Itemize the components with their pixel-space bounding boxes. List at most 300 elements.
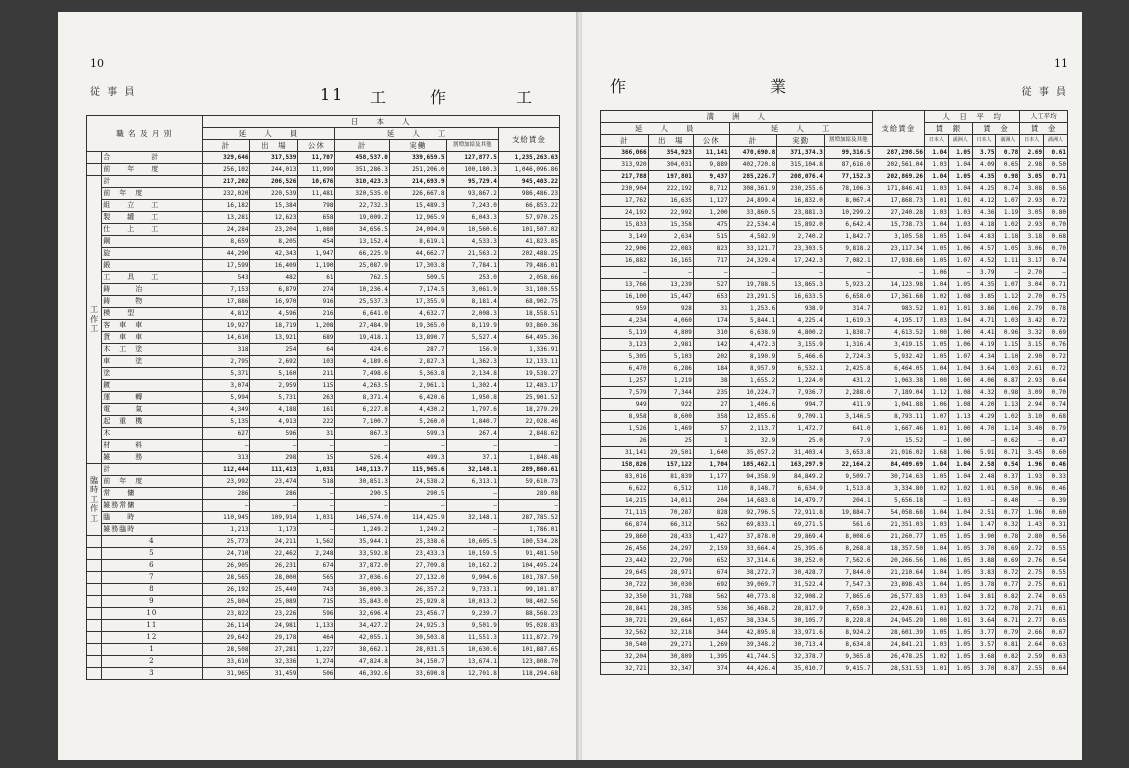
- table-cell: 10,236.4: [335, 284, 389, 296]
- table-cell: 1.08: [948, 399, 972, 411]
- table-cell: 66,312: [648, 519, 693, 531]
- table-cell: 21,210.64: [872, 567, 924, 579]
- table-cell: 1,063.38: [872, 375, 924, 387]
- table-cell: 9,889: [693, 159, 729, 171]
- table-cell: 1.05: [925, 243, 949, 255]
- table-cell: 31: [693, 303, 729, 315]
- table-cell: 366,066: [601, 147, 649, 159]
- table-cell: 13,281: [202, 212, 250, 224]
- table-cell: 4.20: [972, 399, 996, 411]
- table-cell: 1.02: [925, 483, 949, 495]
- table-cell: 8,600: [648, 411, 693, 423]
- table-cell: 8,619.1: [389, 236, 446, 248]
- row-label: 8: [102, 584, 202, 596]
- table-cell: 3.57: [972, 639, 996, 651]
- table-cell: 0.39: [1044, 495, 1068, 507]
- table-cell: 1.04: [948, 471, 972, 483]
- table-cell: 112,444: [202, 464, 250, 476]
- table-cell: 30,252.0: [777, 555, 825, 567]
- table-cell: 104,495.24: [498, 560, 559, 572]
- left-data-table: [86, 115, 560, 680]
- table-cell: 717: [693, 255, 729, 267]
- table-cell: 9,709.1: [777, 411, 825, 423]
- table-cell: 59,610.73: [498, 476, 559, 488]
- table-cell: 1.15: [996, 339, 1020, 351]
- table-cell: 4.06: [972, 375, 996, 387]
- table-cell: 0.79: [996, 627, 1020, 639]
- section-spacer: [87, 656, 102, 668]
- table-cell: 1.04: [925, 579, 949, 591]
- table-cell: 28,433: [648, 531, 693, 543]
- table-cell: 8,119.9: [446, 320, 498, 332]
- table-cell: 596: [298, 608, 335, 620]
- table-cell: 3.09: [1020, 387, 1044, 399]
- table-cell: 4.71: [972, 315, 996, 327]
- table-cell: 2,981: [648, 339, 693, 351]
- subgroup-header: 延 人 員: [202, 128, 335, 140]
- table-cell: 4,189.6: [335, 356, 389, 368]
- table-cell: 16,832.0: [777, 195, 825, 207]
- table-cell: 2.69: [1020, 147, 1044, 159]
- table-cell: 2.48: [972, 471, 996, 483]
- table-cell: 1,797.6: [446, 404, 498, 416]
- avg-sub-header: 賃 金: [972, 123, 1020, 135]
- table-cell: 0.56: [1044, 531, 1068, 543]
- table-cell: 7,189.04: [872, 387, 924, 399]
- table-cell: 31,522.4: [777, 579, 825, 591]
- table-cell: 0.78: [996, 603, 1020, 615]
- table-cell: 10,560.6: [446, 224, 498, 236]
- running-header: 従 事 員: [1021, 87, 1068, 98]
- avg-sub-header: 賃 金: [1020, 123, 1068, 135]
- table-cell: 123,808.70: [498, 656, 559, 668]
- table-cell: 93,860.36: [498, 320, 559, 332]
- table-cell: 4.34: [972, 351, 996, 363]
- table-cell: 2,288.0: [824, 387, 872, 399]
- table-cell: 652: [693, 555, 729, 567]
- table-cell: 5,466.6: [777, 351, 825, 363]
- table-cell: 2.61: [1020, 363, 1044, 375]
- table-cell: 287,785.52: [498, 512, 559, 524]
- table-row: [601, 543, 1068, 555]
- wage-header: 支給賃金: [872, 111, 924, 147]
- table-cell: 1,526: [601, 423, 649, 435]
- table-cell: 32,721: [601, 663, 649, 675]
- table-cell: 94,358.9: [729, 471, 777, 483]
- table-cell: 0.55: [1044, 567, 1068, 579]
- table-cell: 26,357.2: [389, 584, 446, 596]
- table-cell: 33,121.7: [729, 243, 777, 255]
- table-cell: 1,362.3: [446, 356, 498, 368]
- table-cell: 42,055.1: [335, 632, 389, 644]
- table-row: [87, 596, 560, 608]
- table-row: [87, 368, 560, 380]
- table-cell: 285,226.7: [729, 171, 777, 183]
- table-cell: 0.74: [1044, 399, 1068, 411]
- table-cell: 4,430.2: [389, 404, 446, 416]
- table-row: [601, 639, 1068, 651]
- table-cell: 2,634: [648, 231, 693, 243]
- table-cell: 1.04: [948, 507, 972, 519]
- table-cell: 267.4: [446, 428, 498, 440]
- table-row: [87, 584, 560, 596]
- table-cell: 4,582.9: [729, 231, 777, 243]
- table-cell: 6,420.6: [389, 392, 446, 404]
- table-row: [601, 495, 1068, 507]
- table-cell: 66,853.22: [498, 200, 559, 212]
- table-cell: 23,433.3: [389, 548, 446, 560]
- section-spacer: [87, 584, 102, 596]
- table-cell: 1,253.6: [729, 303, 777, 315]
- table-cell: 762.5: [335, 272, 389, 284]
- table-cell: 35,944.1: [335, 536, 389, 548]
- table-cell: 29,869.4: [777, 531, 825, 543]
- table-row: [601, 351, 1068, 363]
- table-cell: 289,860.61: [498, 464, 559, 476]
- table-cell: 25,929.8: [389, 596, 446, 608]
- table-row: [87, 668, 560, 680]
- table-cell: 99,316.5: [824, 147, 872, 159]
- table-cell: —: [335, 500, 389, 512]
- table-cell: 0.70: [1044, 243, 1068, 255]
- table-cell: 5.91: [972, 447, 996, 459]
- table-cell: 163,297.9: [777, 459, 825, 471]
- table-cell: 4,913: [250, 416, 298, 428]
- table-cell: 13,921: [250, 332, 298, 344]
- table-cell: 0.50: [996, 483, 1020, 495]
- table-cell: 25,773: [202, 536, 250, 548]
- row-label: 鋳 物: [102, 296, 202, 308]
- table-cell: 146,574.0: [335, 512, 389, 524]
- table-cell: 156.9: [446, 344, 498, 356]
- table-cell: 6,313.1: [446, 476, 498, 488]
- table-cell: 14,479.7: [777, 495, 825, 507]
- table-cell: 0.77: [996, 579, 1020, 591]
- table-cell: 313: [202, 452, 250, 464]
- table-cell: 9,415.7: [824, 663, 872, 675]
- table-cell: 3.40: [1020, 423, 1044, 435]
- table-cell: 9,904.6: [446, 572, 498, 584]
- table-cell: 0.40: [996, 495, 1020, 507]
- table-cell: 4,632.7: [389, 308, 446, 320]
- table-cell: 1.04: [948, 519, 972, 531]
- table-cell: 17,303.8: [389, 260, 446, 272]
- table-cell: 84,409.69: [872, 459, 924, 471]
- table-cell: 402,720.8: [729, 159, 777, 171]
- table-cell: 0.80: [1044, 207, 1068, 219]
- table-cell: 527: [693, 279, 729, 291]
- table-cell: 1.06: [948, 447, 972, 459]
- table-cell: 0.60: [1044, 507, 1068, 519]
- table-cell: 1,472.7: [777, 423, 825, 435]
- table-cell: 4,472.3: [729, 339, 777, 351]
- table-cell: 2.70: [1020, 267, 1044, 279]
- table-cell: 16,165: [648, 255, 693, 267]
- row-label: 4: [102, 536, 202, 548]
- table-cell: 29,178: [250, 632, 298, 644]
- table-cell: 142: [693, 339, 729, 351]
- table-cell: 27,709.8: [389, 560, 446, 572]
- table-cell: —: [298, 500, 335, 512]
- col-header: 実働: [389, 140, 446, 152]
- table-cell: 26,478.25: [872, 651, 924, 663]
- table-cell: 26,577.83: [872, 591, 924, 603]
- table-cell: 22,420.61: [872, 603, 924, 615]
- table-cell: 1.14: [996, 423, 1020, 435]
- table-cell: 6,227.8: [335, 404, 389, 416]
- col-header: 公休: [298, 140, 335, 152]
- table-cell: 23,442: [601, 555, 649, 567]
- table-cell: 1.03: [925, 519, 949, 531]
- table-cell: 9,437: [693, 171, 729, 183]
- table-cell: 1,057: [693, 615, 729, 627]
- table-row: [87, 380, 560, 392]
- table-cell: 344: [693, 627, 729, 639]
- table-row: [601, 255, 1068, 267]
- table-cell: 32,347: [648, 663, 693, 675]
- table-cell: 1.05: [948, 555, 972, 567]
- table-cell: 81,839: [648, 471, 693, 483]
- table-cell: 78,106.3: [824, 183, 872, 195]
- section-spacer: [87, 620, 102, 632]
- table-cell: 1.00: [925, 327, 949, 339]
- table-row: [601, 375, 1068, 387]
- table-cell: 22,790: [648, 555, 693, 567]
- table-cell: 28,971: [648, 567, 693, 579]
- col-header: 計: [729, 135, 777, 147]
- table-cell: —: [446, 488, 498, 500]
- table-cell: 317,539: [250, 152, 298, 164]
- table-cell: 15: [298, 452, 335, 464]
- table-cell: 1,302.4: [446, 380, 498, 392]
- table-cell: 15,892.0: [777, 219, 825, 231]
- table-cell: 315,104.8: [777, 159, 825, 171]
- table-cell: 22,992: [648, 207, 693, 219]
- table-cell: 10,630.6: [446, 644, 498, 656]
- table-row: [601, 531, 1068, 543]
- table-cell: 1.02: [948, 603, 972, 615]
- table-cell: 828: [693, 507, 729, 519]
- table-cell: 28,817.9: [777, 603, 825, 615]
- table-cell: 9,365.8: [824, 651, 872, 663]
- table-cell: 29,645: [601, 567, 649, 579]
- table-cell: 3,653.8: [824, 447, 872, 459]
- table-cell: 6,638.9: [729, 327, 777, 339]
- table-row: [87, 476, 560, 488]
- table-cell: 1,041.88: [872, 399, 924, 411]
- table-cell: 99,101.87: [498, 584, 559, 596]
- row-label: 運 轉: [102, 392, 202, 404]
- table-cell: 1,316.4: [824, 339, 872, 351]
- table-cell: 32.9: [729, 435, 777, 447]
- table-row: [601, 327, 1068, 339]
- table-cell: 10,159.5: [446, 548, 498, 560]
- table-cell: 38,662.1: [335, 644, 389, 656]
- table-row: [601, 663, 1068, 675]
- table-cell: 3.04: [1020, 279, 1044, 291]
- table-cell: 3.32: [1020, 327, 1044, 339]
- table-cell: 0.98: [996, 387, 1020, 399]
- table-cell: 8,924.2: [824, 627, 872, 639]
- table-cell: 44,290: [202, 248, 250, 260]
- table-cell: 23,992: [202, 476, 250, 488]
- table-cell: 1.04: [948, 315, 972, 327]
- table-cell: 32,908.2: [777, 591, 825, 603]
- row-label: 3: [102, 668, 202, 680]
- table-cell: 1.07: [996, 279, 1020, 291]
- table-row: [87, 200, 560, 212]
- table-cell: 18,357.50: [872, 543, 924, 555]
- table-row: [87, 524, 560, 536]
- left-page: [58, 12, 578, 760]
- table-cell: 29,501: [648, 447, 693, 459]
- row-label: 計: [102, 176, 202, 188]
- table-cell: 1,227: [298, 644, 335, 656]
- table-cell: 0.55: [1044, 543, 1068, 555]
- col-header: 割増加給及其他: [824, 135, 872, 147]
- table-cell: 22,164.2: [824, 459, 872, 471]
- table-cell: 25,537.3: [335, 296, 389, 308]
- table-cell: 30,714.63: [872, 471, 924, 483]
- table-row: [87, 320, 560, 332]
- table-cell: 12,483.17: [498, 380, 559, 392]
- table-cell: 31,403.4: [777, 447, 825, 459]
- table-cell: 1.06: [948, 339, 972, 351]
- table-cell: 2.75: [1020, 567, 1044, 579]
- table-cell: 69,833.1: [729, 519, 777, 531]
- table-cell: 3.18: [1020, 231, 1044, 243]
- table-cell: 1.05: [925, 255, 949, 267]
- section-spacer: [87, 668, 102, 680]
- table-cell: 95,028.83: [498, 620, 559, 632]
- table-cell: 93,867.2: [446, 188, 498, 200]
- table-cell: 109,914: [250, 512, 298, 524]
- row-label: 製 罐 工: [102, 212, 202, 224]
- table-cell: 1.01: [925, 303, 949, 315]
- table-cell: —: [1020, 495, 1044, 507]
- table-cell: 4.32: [972, 387, 996, 399]
- table-cell: 1,786.01: [498, 524, 559, 536]
- table-cell: 0.61: [1044, 147, 1068, 159]
- table-cell: 0.46: [1044, 483, 1068, 495]
- table-cell: 2,008.3: [446, 308, 498, 320]
- table-row: [87, 272, 560, 284]
- table-cell: 9,509.7: [824, 471, 872, 483]
- table-cell: 1.03: [925, 159, 949, 171]
- table-cell: 24,284: [202, 224, 250, 236]
- table-cell: 0.69: [996, 555, 1020, 567]
- table-cell: —: [202, 440, 250, 452]
- table-cell: —: [250, 440, 298, 452]
- table-row: [601, 195, 1068, 207]
- table-cell: 92,796.5: [729, 507, 777, 519]
- table-cell: 17,938.60: [872, 255, 924, 267]
- table-cell: 110: [693, 483, 729, 495]
- table-cell: 15,358: [648, 219, 693, 231]
- table-cell: 0.71: [996, 447, 1020, 459]
- table-cell: —: [389, 500, 446, 512]
- col-header: 実勤: [777, 135, 825, 147]
- table-row: [87, 464, 560, 476]
- table-cell: 12,965.9: [389, 212, 446, 224]
- table-cell: 33,664.4: [729, 543, 777, 555]
- table-cell: 7,844.0: [824, 567, 872, 579]
- table-cell: 0.96: [1020, 483, 1044, 495]
- avg-labor-header: 人工平均: [1020, 111, 1068, 123]
- table-cell: 1.03: [996, 363, 1020, 375]
- table-cell: 91,481.50: [498, 548, 559, 560]
- table-cell: 0.63: [1044, 639, 1068, 651]
- table-cell: 202,561.04: [872, 159, 924, 171]
- title-part: 工: [370, 88, 389, 107]
- table-cell: 0.76: [1044, 339, 1068, 351]
- table-cell: 1.01: [925, 423, 949, 435]
- table-cell: 653: [693, 291, 729, 303]
- table-cell: 26,905: [202, 560, 250, 572]
- row-label: 臨 時: [102, 512, 202, 524]
- table-cell: 5,135: [202, 416, 250, 428]
- table-cell: 1.05: [948, 171, 972, 183]
- table-cell: 0.47: [1044, 435, 1068, 447]
- table-row: [87, 176, 560, 188]
- table-cell: 13,766: [601, 279, 649, 291]
- table-cell: 47,824.8: [335, 656, 389, 668]
- table-cell: 263: [298, 392, 335, 404]
- table-cell: 1.05: [948, 663, 972, 675]
- col-header: 日本人: [1020, 135, 1044, 147]
- table-cell: 5,994: [202, 392, 250, 404]
- section-spacer: [87, 644, 102, 656]
- row-label: 仕 上 工: [102, 224, 202, 236]
- table-cell: 1.03: [925, 639, 949, 651]
- table-cell: —: [925, 435, 949, 447]
- table-cell: 14,683.8: [729, 495, 777, 507]
- table-cell: 87,616.0: [824, 159, 872, 171]
- table-cell: 23,474: [250, 476, 298, 488]
- table-cell: 8,634.8: [824, 639, 872, 651]
- row-label: 常 傭: [102, 488, 202, 500]
- table-cell: 216: [298, 308, 335, 320]
- table-cell: 101,787.50: [498, 572, 559, 584]
- table-cell: 15,738.73: [872, 219, 924, 231]
- table-cell: 287.7: [389, 344, 446, 356]
- table-cell: 4,349: [202, 404, 250, 416]
- table-row: [87, 620, 560, 632]
- table-cell: 69,271.5: [777, 519, 825, 531]
- row-label: 合 計: [102, 152, 202, 164]
- table-cell: 12,855.6: [729, 411, 777, 423]
- table-cell: 2,159: [693, 543, 729, 555]
- table-cell: 222,192: [648, 183, 693, 195]
- table-cell: 715: [298, 596, 335, 608]
- table-cell: 33,971.6: [777, 627, 825, 639]
- table-cell: 3,419.15: [872, 339, 924, 351]
- table-cell: 1.05: [948, 531, 972, 543]
- table-cell: 4.29: [972, 411, 996, 423]
- table-cell: 959: [601, 303, 649, 315]
- table-cell: 7,547.3: [824, 579, 872, 591]
- table-cell: 3.70: [972, 663, 996, 675]
- row-label: 客 車 車: [102, 320, 202, 332]
- table-cell: 938.9: [777, 303, 825, 315]
- table-cell: 217,788: [601, 171, 649, 183]
- table-cell: 1.04: [925, 147, 949, 159]
- row-label: 計: [102, 464, 202, 476]
- table-row: [601, 147, 1068, 159]
- table-cell: 0.50: [1044, 159, 1068, 171]
- table-cell: 16,882: [601, 255, 649, 267]
- table-cell: 4.25: [972, 183, 996, 195]
